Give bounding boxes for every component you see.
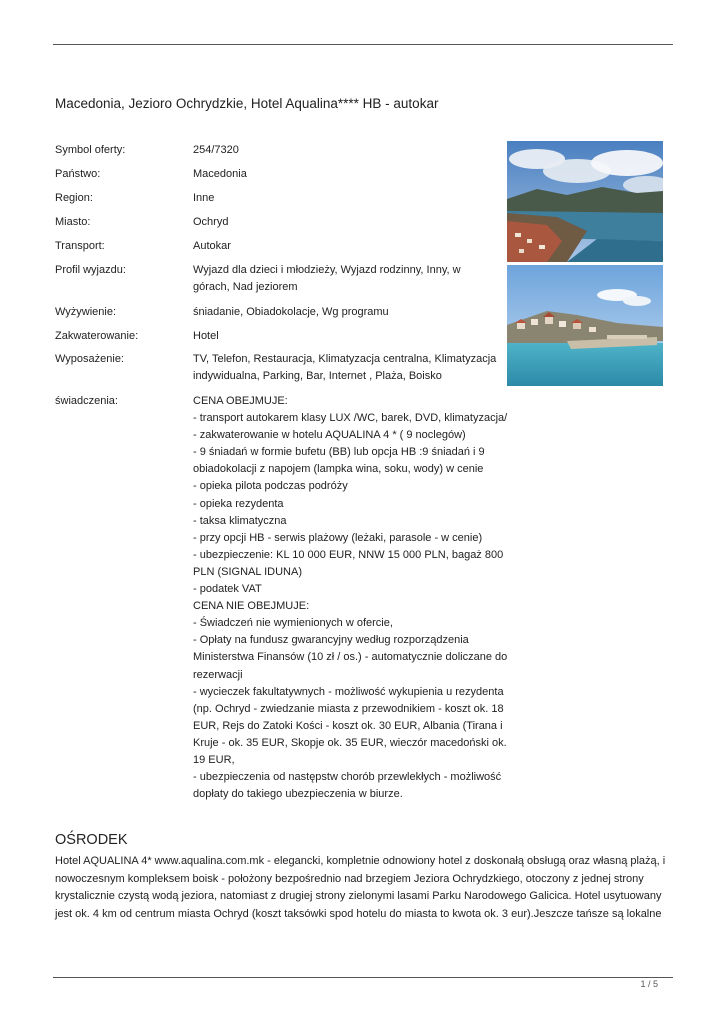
benefits-line: - opieka rezydenta <box>193 497 284 510</box>
section-text: Hotel AQUALINA 4* www.aqualina.com.mk - elegancki, kompletnie odnowiony hotel z doskonałą obsługą oraz własną plażą, i nowoczesnym kompleksem boisk - położony bezpośrednio nad brzegiem Jeziora Ochrydzkiego, otoczony z jednej strony krystalicznie czystą wodą jeziora, natomiast z drugiej strony zielonymi lasami Parku Narodowego Galicica. Hotel usytuowany jest ok. 4 km od centrum miasta Ochryd (koszt taksówki spod hotelu do miasta to kwota ok. 3 eur).Jeszcze tańsze są lokalne <box>55 855 666 920</box>
label-equipment: Wyposażenie: <box>55 353 124 365</box>
benefits-line: - Opłaty na fundusz gwarancyjny według rozporządzenia Ministerstwa Finansów (10 zł / os.) - automatycznie doliczane do rezerwacji <box>193 634 508 681</box>
value-region: Inne <box>193 192 215 204</box>
value-trip-profile: Wyjazd dla dzieci i młodzieży, Wyjazd rodzinny, Inny, w górach, Nad jeziorem <box>193 264 461 293</box>
label-country: Państwo: <box>55 168 101 180</box>
benefits-line: - podatek VAT <box>193 583 262 596</box>
header-rule <box>53 44 673 45</box>
benefits-line: - zakwaterowanie w hotelu AQUALINA 4 * ( 9 noclegów) <box>193 429 466 442</box>
label-transport: Transport: <box>55 240 105 252</box>
value-equipment: TV, Telefon, Restauracja, Klimatyzacja centralna, Klimatyzacja indywidualna, Parking, Bar, Internet , Plaża, Boisko <box>193 353 497 382</box>
benefits-line: - przy opcji HB - serwis plażowy (leżaki, parasole - w cenie) <box>193 531 483 544</box>
lake-panorama-photo <box>507 141 663 262</box>
value-city: Ochryd <box>193 216 229 228</box>
value-offer-symbol: 254/7320 <box>193 144 239 156</box>
label-benefits: świadczenia: <box>55 395 118 407</box>
value-accommodation: Hotel <box>193 330 219 342</box>
benefits-line: - 9 śniadań w formie bufetu (BB) lub opcja HB :9 śniadań i 9 obiadokolacji z napojem (lampka wina, soku, wody) w cenie <box>193 446 485 476</box>
page-number: 1 / 5 <box>640 979 658 989</box>
benefits-line: - opieka pilota podczas podróży <box>193 480 348 493</box>
label-offer-symbol: Symbol oferty: <box>55 144 126 156</box>
benefits-line: - transport autokarem klasy LUX /WC, barek, DVD, klimatyzacja/ <box>193 412 508 425</box>
footer-rule <box>53 977 673 978</box>
benefits-list <box>193 393 511 803</box>
offer-title: Macedonia, Jezioro Ochrydzkie, Hotel Aqualina**** HB - autokar <box>55 96 439 111</box>
lakeside-town-photo <box>507 265 663 386</box>
benefits-line: CENA OBEJMUJE: <box>193 395 288 407</box>
label-city: Miasto: <box>55 216 91 228</box>
label-meals: Wyżywienie: <box>55 306 117 318</box>
value-meals: śniadanie, Obiadokolacje, Wg programu <box>193 306 389 318</box>
benefits-line: CENA NIE OBEJMUJE: <box>193 600 310 613</box>
benefits-line: - taksa klimatyczna <box>193 514 287 527</box>
value-transport: Autokar <box>193 240 231 252</box>
benefits-line: - Świadczeń nie wymienionych w ofercie, <box>193 617 393 630</box>
benefits-line: - wycieczek fakultatywnych - możliwość wykupienia u rezydenta (np. Ochryd - zwiedzanie miasta z przewodnikiem - koszt ok. 18 EUR, Rejs do Zatoki Kości - koszt ok. 30 EUR, Albania (Tirana i Kruje - ok. 35 EUR, Skopje ok. 35 EUR, wieczór macedoński ok. 19 EUR, <box>193 685 507 766</box>
value-country: Macedonia <box>193 168 247 180</box>
label-trip-profile: Profil wyjazdu: <box>55 264 126 276</box>
section-heading: OŚRODEK <box>55 832 128 848</box>
benefits-line: - ubezpieczenie: KL 10 000 EUR, NNW 15 000 PLN, bagaż 800 PLN (SIGNAL IDUNA) <box>193 548 504 578</box>
benefits-line: - ubezpieczenia od następstw chorób przewlekłych - możliwość dopłaty do takiego ubezpieczenia w biurze. <box>193 771 502 801</box>
label-accommodation: Zakwaterowanie: <box>55 330 139 342</box>
label-region: Region: <box>55 192 93 204</box>
